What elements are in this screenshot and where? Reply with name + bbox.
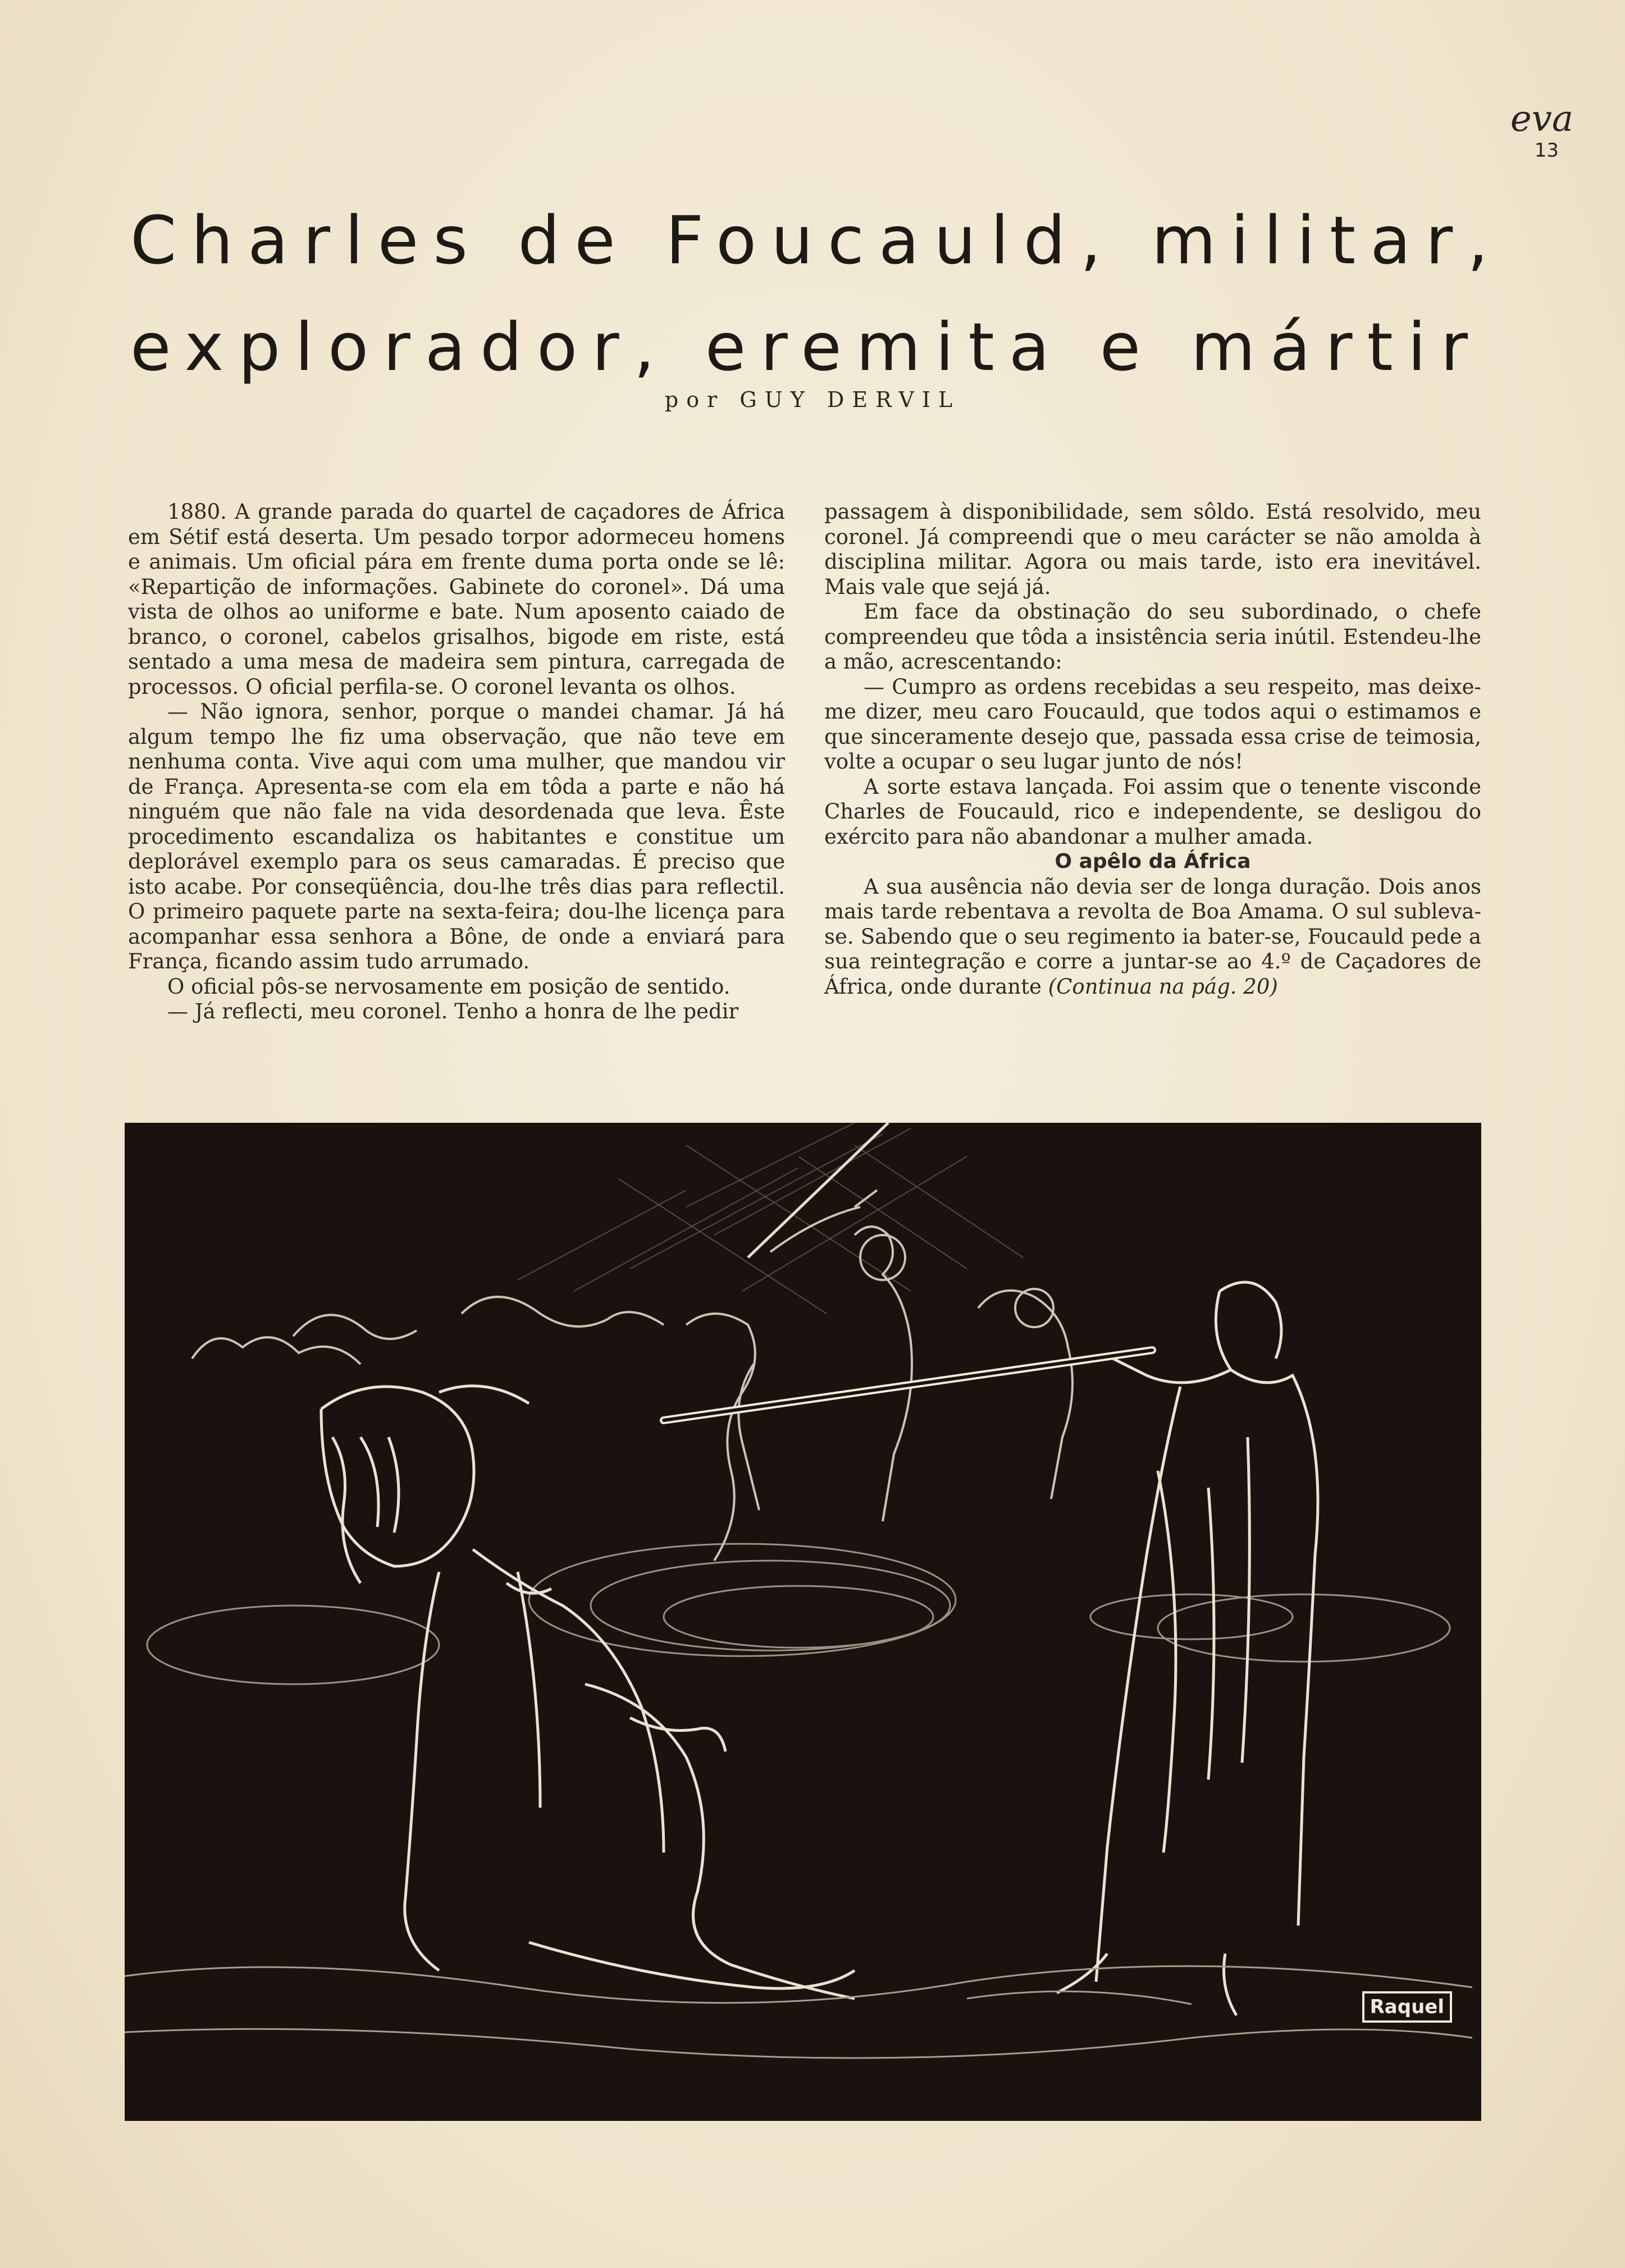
left-column [128,500,785,1025]
execution-scene-drawing [125,1123,1481,2121]
paragraph: Em face da obstinação do seu subordinado, o chefe compreendeu que tôda a insistência seria inútil. Estendeu-lhe a mão, acrescentando: [824,600,1481,674]
paragraph: O oficial pôs-se nervosamente em posição de sentido. [167,974,731,999]
raised-sword [748,1123,888,1258]
right-column [824,500,1481,999]
paragraph: 1880. A grande parada do quartel de caçadores de África em Sétif está deserta. Um pesado torpor adormeceu homens e animais. Um oficial pára em frente duma porta onde se lê: «Repartição de informações. Gabinete do coronel». Dá uma vista de olhos ao uniforme e bate. Num aposento caiado de branco, o coronel, cabelos grisalhos, bigode em riste, está sentado a uma mesa de madeira sem pintura, carregada de processos. O oficial perfila-se. O coronel levanta os olhos. [128,500,785,699]
paragraph-with-continuation [824,875,1481,1000]
dust-swirls [147,1544,1450,1684]
sky-hatching [518,1123,1023,1314]
continuation-note: (Continua na pág. 20) [1048,974,1278,999]
illustration [125,1123,1481,2121]
kneeling-prisoner-figure [321,1386,855,1999]
paragraph: A sorte estava lançada. Foi assim que o tenente visconde Charles de Foucauld, rico e independente, se desligou do exército para não abandonar a mulher amada. [824,774,1481,849]
article-title-line-2: explorador, eremita e mártir [130,308,1483,386]
ground-lines [125,1966,1472,2058]
byline: por GUY DERVIL [664,387,961,412]
crowd-of-riders [192,1190,1072,1561]
paragraph: — Cumpro as ordens recebidas a seu respeito, mas deixe-me dizer, meu caro Foucauld, que todos aqui o estimamos e que sinceramente desejo que, passada essa crise de teimosia, volte a ocupar o seu lugar junto de nós! [824,674,1481,774]
paragraph-text: A sua ausência não devia ser de longa duração. Dois anos mais tarde rebentava a revolta de Boa Amama. O sul subleva-se. Sabendo que o seu regimento ia bater-se, Foucauld pede a sua reintegração e corre a juntar-se ao 4.º de Caçadores de África, onde durante [824,874,1481,999]
artist-signature: Raquel [1362,1991,1452,2023]
page-number: 13 [1534,139,1559,162]
paragraph: — Já reflecti, meu coronel. Tenho a honra de lhe pedir [167,999,739,1023]
magazine-name: eva [1510,98,1573,140]
article-title-line-1: Charles de Foucauld, militar, [130,202,1503,280]
paragraph: passagem à disponibilidade, sem sôldo. Está resolvido, meu coronel. Já compreendi que o meu carácter se não amolda à disciplina militar. Agora ou mais tarde, isto era inevitável. Mais vale que sejá já. [824,500,1481,599]
section-subheading: O apêlo da África [1055,850,1251,873]
paragraph: — Não ignora, senhor, porque o mandei chamar. Já há algum tempo lhe fiz uma observação, que não teve em nenhuma conta. Vive aqui com uma mulher, que mandou vir de França. Apresenta-se com ela em tôda a parte e não há ninguém que não fale na vida desordenada que leva. Êste procedimento escandaliza os habitantes e constitue um deplorável exemplo para os seus camaradas. É preciso que isto acabe. Por conseqüência, dou-lhe três dias para reflectil. O primeiro paquete parte na sexta-feira; dou-lhe licença para acompanhar essa senhora a Bône, de onde a enviará para França, ficando assim tudo arrumado. [128,699,785,973]
